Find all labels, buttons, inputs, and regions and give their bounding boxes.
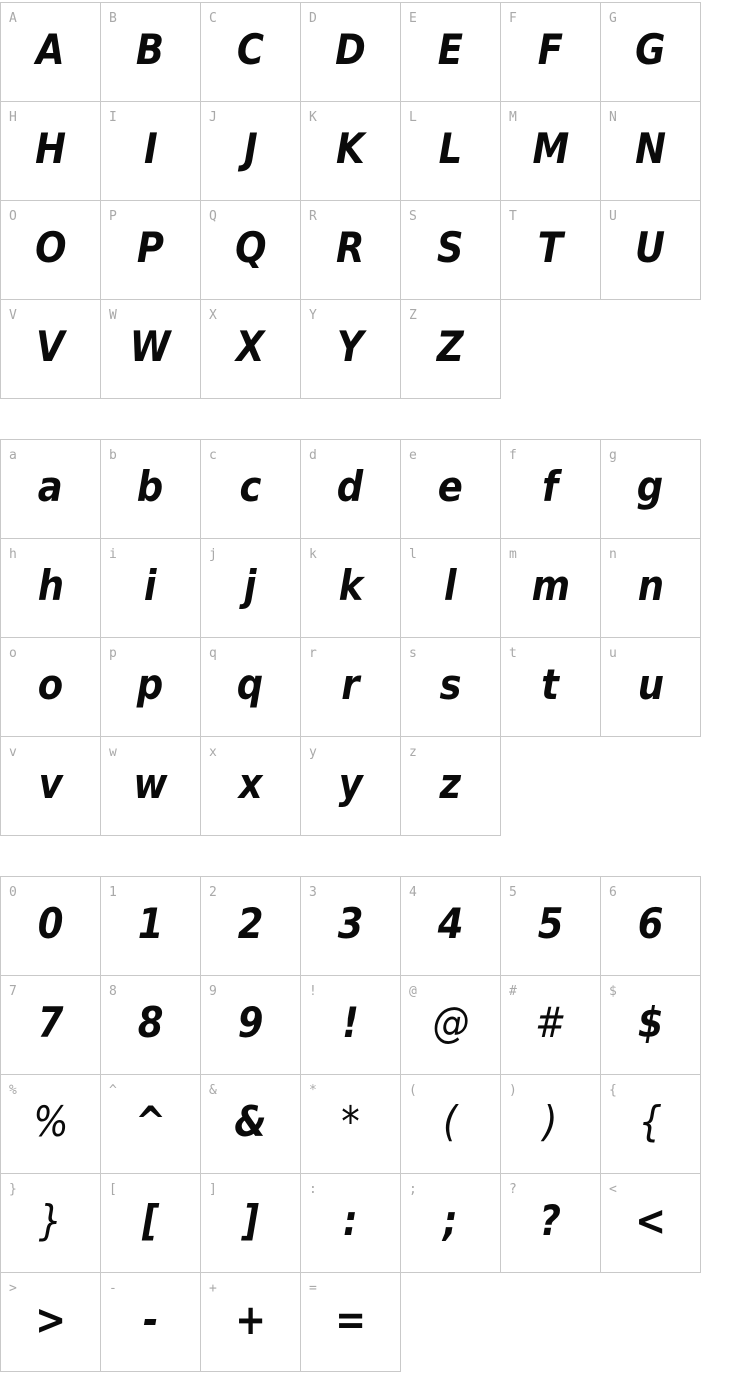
glyph-preview: M	[532, 124, 569, 173]
glyph-cell	[0, 1272, 101, 1372]
glyph-preview: d	[337, 462, 364, 511]
glyph-preview: n	[637, 561, 664, 610]
glyph-label: 9	[209, 984, 217, 999]
glyph-cell	[400, 101, 501, 201]
glyph-label: ]	[209, 1182, 217, 1197]
glyph-preview: B	[136, 25, 165, 74]
glyph-cell	[0, 637, 101, 737]
glyph-row	[0, 299, 740, 399]
glyph-preview: l	[444, 561, 457, 610]
glyph-preview: z	[439, 759, 462, 808]
glyph-label: {	[609, 1083, 617, 1098]
glyph-cell	[200, 1173, 301, 1273]
glyph-preview: =	[335, 1295, 366, 1344]
glyph-row	[0, 876, 740, 976]
glyph-cell	[100, 439, 201, 539]
glyph-label: }	[9, 1182, 17, 1197]
glyph-label: >	[9, 1281, 17, 1296]
glyph-cell	[300, 637, 401, 737]
glyph-label: 4	[409, 885, 417, 900]
glyph-label: O	[9, 209, 17, 224]
glyph-cell	[300, 299, 401, 399]
uppercase-grid	[0, 2, 740, 399]
lowercase-grid	[0, 439, 740, 836]
glyph-cell	[600, 101, 701, 201]
glyph-label: e	[409, 448, 417, 463]
glyph-cell	[300, 1272, 401, 1372]
glyph-cell	[0, 1173, 101, 1273]
glyph-label: )	[509, 1083, 517, 1098]
glyph-preview: W	[130, 322, 171, 371]
glyph-cell	[200, 876, 301, 976]
glyph-label: s	[409, 646, 417, 661]
glyph-label: M	[509, 110, 517, 125]
glyph-label: p	[109, 646, 117, 661]
glyph-cell	[400, 439, 501, 539]
glyph-cell	[500, 637, 601, 737]
glyph-label: y	[309, 745, 317, 760]
glyph-preview: w	[133, 759, 168, 808]
glyph-cell	[600, 200, 701, 300]
glyph-cell	[500, 1074, 601, 1174]
glyph-cell	[200, 101, 301, 201]
glyph-cell	[400, 1074, 501, 1174]
glyph-cell	[300, 736, 401, 836]
glyph-label: (	[409, 1083, 417, 1098]
glyph-cell	[400, 637, 501, 737]
glyph-label: ^	[109, 1083, 117, 1098]
glyph-preview: y	[338, 759, 363, 808]
glyph-label: K	[309, 110, 317, 125]
glyph-label: t	[509, 646, 517, 661]
glyph-cell	[300, 876, 401, 976]
glyph-cell	[100, 538, 201, 638]
glyph-cell	[600, 2, 701, 102]
glyph-label: L	[409, 110, 417, 125]
glyph-label: @	[409, 984, 417, 999]
glyph-cell	[600, 1173, 701, 1273]
glyph-label: +	[209, 1281, 217, 1296]
glyph-preview: $	[637, 998, 664, 1047]
glyph-preview: q	[237, 660, 264, 709]
glyph-preview: U	[635, 223, 666, 272]
glyph-cell	[300, 538, 401, 638]
glyph-label: m	[509, 547, 517, 562]
glyph-label: w	[109, 745, 117, 760]
glyph-label: J	[209, 110, 217, 125]
glyph-preview: 9	[237, 998, 264, 1047]
glyph-row	[0, 1074, 740, 1174]
glyph-label: 6	[609, 885, 617, 900]
glyph-cell	[100, 876, 201, 976]
glyph-preview: k	[338, 561, 363, 610]
glyph-label: b	[109, 448, 117, 463]
glyph-label: %	[9, 1083, 17, 1098]
glyph-cell	[0, 975, 101, 1075]
glyph-preview: i	[144, 561, 157, 610]
glyph-cell	[0, 538, 101, 638]
glyph-preview: 7	[37, 998, 64, 1047]
glyph-label: ?	[509, 1182, 517, 1197]
glyph-label: 5	[509, 885, 517, 900]
glyph-preview: Z	[437, 322, 464, 371]
glyph-cell	[200, 736, 301, 836]
glyph-label: l	[409, 547, 417, 562]
glyph-preview: Y	[337, 322, 364, 371]
glyph-label: V	[9, 308, 17, 323]
glyph-cell	[500, 200, 601, 300]
glyph-preview: 6	[637, 899, 664, 948]
glyph-label: Z	[409, 308, 417, 323]
glyph-label: T	[509, 209, 517, 224]
glyph-label: X	[209, 308, 217, 323]
glyph-cell	[100, 975, 201, 1075]
glyph-row	[0, 975, 740, 1075]
glyph-cell	[200, 200, 301, 300]
glyph-label: *	[309, 1083, 317, 1098]
glyph-preview: >	[35, 1295, 66, 1344]
glyph-cell	[200, 1074, 301, 1174]
glyph-cell	[100, 1074, 201, 1174]
glyph-cell	[500, 538, 601, 638]
glyph-cell	[300, 439, 401, 539]
glyph-label: C	[209, 11, 217, 26]
glyph-preview: 0	[37, 899, 64, 948]
glyph-label: I	[109, 110, 117, 125]
glyph-preview: b	[137, 462, 164, 511]
glyph-row	[0, 538, 740, 638]
glyph-preview: D	[335, 25, 366, 74]
glyph-cell	[200, 2, 301, 102]
glyph-label: [	[109, 1182, 117, 1197]
glyph-cell	[500, 101, 601, 201]
glyph-label: ;	[409, 1182, 417, 1197]
glyph-label: -	[109, 1281, 117, 1296]
glyph-cell	[0, 876, 101, 976]
glyph-label: N	[609, 110, 617, 125]
glyph-row	[0, 101, 740, 201]
glyph-preview: v	[38, 759, 63, 808]
glyph-label: n	[609, 547, 617, 562]
glyph-cell	[200, 538, 301, 638]
glyph-preview: 2	[237, 899, 264, 948]
glyph-preview: R	[336, 223, 365, 272]
glyph-label: F	[509, 11, 517, 26]
glyph-cell	[400, 200, 501, 300]
glyph-label: G	[609, 11, 617, 26]
glyph-cell	[0, 439, 101, 539]
glyph-row	[0, 1173, 740, 1273]
glyph-preview: ^	[135, 1097, 166, 1146]
glyph-cell	[100, 1173, 201, 1273]
glyph-preview: S	[437, 223, 464, 272]
glyph-cell	[100, 1272, 201, 1372]
glyph-label: 2	[209, 885, 217, 900]
glyph-label: x	[209, 745, 217, 760]
glyph-preview: t	[541, 660, 560, 709]
glyph-cell	[200, 637, 301, 737]
glyph-preview: F	[537, 25, 564, 74]
glyph-cell	[400, 736, 501, 836]
glyph-label: q	[209, 646, 217, 661]
glyph-label: P	[109, 209, 117, 224]
glyph-cell	[0, 200, 101, 300]
glyph-preview: ?	[539, 1196, 562, 1245]
glyph-preview: j	[244, 561, 257, 610]
glyph-cell	[0, 736, 101, 836]
glyph-preview: s	[439, 660, 462, 709]
glyph-preview: [	[142, 1196, 159, 1245]
glyph-cell	[400, 1173, 501, 1273]
glyph-preview: K	[336, 124, 365, 173]
glyph-preview: r	[341, 660, 360, 709]
glyph-preview: u	[637, 660, 664, 709]
glyph-preview: p	[137, 660, 164, 709]
glyph-row	[0, 2, 740, 102]
glyph-preview: L	[438, 124, 463, 173]
glyph-preview: 5	[537, 899, 564, 948]
glyph-label: i	[109, 547, 117, 562]
glyph-preview: T	[537, 223, 564, 272]
glyph-cell	[600, 439, 701, 539]
glyph-label: !	[309, 984, 317, 999]
glyph-preview: Q	[234, 223, 267, 272]
glyph-preview: a	[38, 462, 63, 511]
glyph-preview: 1	[137, 899, 164, 948]
glyph-label: A	[9, 11, 17, 26]
glyph-label: Q	[209, 209, 217, 224]
glyph-label: D	[309, 11, 317, 26]
glyph-cell	[400, 538, 501, 638]
glyph-label: U	[609, 209, 617, 224]
glyph-label: 8	[109, 984, 117, 999]
glyph-preview: e	[437, 462, 464, 511]
glyph-cell	[400, 2, 501, 102]
glyph-preview: !	[342, 998, 359, 1047]
glyph-label: u	[609, 646, 617, 661]
glyph-cell	[0, 1074, 101, 1174]
glyph-preview: J	[243, 124, 258, 173]
glyph-label: Y	[309, 308, 317, 323]
glyph-label: c	[209, 448, 217, 463]
digits-symbols-grid	[0, 876, 740, 1372]
glyph-cell	[100, 101, 201, 201]
glyph-preview: c	[239, 462, 262, 511]
glyph-preview: V	[36, 322, 65, 371]
glyph-label: W	[109, 308, 117, 323]
glyph-row	[0, 200, 740, 300]
glyph-label: h	[9, 547, 17, 562]
glyph-row	[0, 637, 740, 737]
glyph-label: 1	[109, 885, 117, 900]
glyph-label: a	[9, 448, 17, 463]
glyph-row	[0, 439, 740, 539]
glyph-label: g	[609, 448, 617, 463]
glyph-cell	[100, 2, 201, 102]
glyph-preview: E	[437, 25, 464, 74]
glyph-label: 3	[309, 885, 317, 900]
glyph-cell	[0, 2, 101, 102]
glyph-label: :	[309, 1182, 317, 1197]
glyph-cell	[300, 200, 401, 300]
glyph-preview: ]	[242, 1196, 259, 1245]
glyph-cell	[300, 975, 401, 1075]
glyph-cell	[600, 637, 701, 737]
glyph-cell	[200, 439, 301, 539]
glyph-preview: G	[635, 25, 666, 74]
glyph-preview: *	[341, 1097, 360, 1146]
glyph-preview: :	[343, 1196, 358, 1245]
glyph-row	[0, 736, 740, 836]
glyph-cell	[0, 299, 101, 399]
glyph-label: o	[9, 646, 17, 661]
glyph-label: d	[309, 448, 317, 463]
glyph-preview: C	[236, 25, 265, 74]
glyph-preview: @	[432, 998, 469, 1047]
glyph-preview: &	[234, 1097, 267, 1146]
glyph-preview: 4	[437, 899, 464, 948]
glyph-label: j	[209, 547, 217, 562]
glyph-label: v	[9, 745, 17, 760]
glyph-cell	[300, 2, 401, 102]
glyph-cell	[400, 299, 501, 399]
glyph-cell	[500, 2, 601, 102]
glyph-cell	[600, 975, 701, 1075]
glyph-preview: %	[32, 1097, 69, 1146]
glyph-cell	[400, 876, 501, 976]
glyph-label: 0	[9, 885, 17, 900]
glyph-cell	[600, 1074, 701, 1174]
glyph-label: E	[409, 11, 417, 26]
glyph-label: 7	[9, 984, 17, 999]
glyph-label: =	[309, 1281, 317, 1296]
glyph-preview: 3	[337, 899, 364, 948]
glyph-preview: }	[38, 1196, 63, 1245]
glyph-preview: A	[36, 25, 65, 74]
glyph-preview: m	[531, 561, 570, 610]
glyph-preview: )	[543, 1097, 558, 1146]
glyph-preview: N	[635, 124, 666, 173]
glyph-preview: P	[136, 223, 165, 272]
glyph-cell	[200, 299, 301, 399]
glyph-preview: -	[142, 1295, 159, 1344]
glyph-label: $	[609, 984, 617, 999]
glyph-preview: 8	[137, 998, 164, 1047]
glyph-preview: f	[542, 462, 559, 511]
glyph-cell	[400, 975, 501, 1075]
glyph-preview: ;	[443, 1196, 458, 1245]
glyph-label: k	[309, 547, 317, 562]
glyph-preview: +	[235, 1295, 266, 1344]
glyph-label: &	[209, 1083, 217, 1098]
glyph-label: #	[509, 984, 517, 999]
glyph-cell	[500, 1173, 601, 1273]
glyph-preview: O	[34, 223, 67, 272]
glyph-preview: {	[638, 1097, 663, 1146]
glyph-preview: #	[535, 998, 566, 1047]
glyph-cell	[100, 637, 201, 737]
glyph-label: H	[9, 110, 17, 125]
glyph-cell	[300, 101, 401, 201]
glyph-cell	[0, 101, 101, 201]
glyph-label: B	[109, 11, 117, 26]
glyph-cell	[500, 975, 601, 1075]
glyph-cell	[500, 876, 601, 976]
glyph-label: z	[409, 745, 417, 760]
glyph-preview: o	[37, 660, 64, 709]
glyph-preview: (	[443, 1097, 458, 1146]
glyph-label: f	[509, 448, 517, 463]
glyph-cell	[100, 200, 201, 300]
glyph-cell	[500, 439, 601, 539]
glyph-cell	[600, 876, 701, 976]
glyph-label: r	[309, 646, 317, 661]
glyph-label: S	[409, 209, 417, 224]
glyph-label: <	[609, 1182, 617, 1197]
glyph-cell	[100, 736, 201, 836]
glyph-cell	[600, 538, 701, 638]
glyph-preview: <	[635, 1196, 666, 1245]
glyph-label: R	[309, 209, 317, 224]
glyph-cell	[100, 299, 201, 399]
glyph-preview: X	[236, 322, 265, 371]
glyph-preview: H	[35, 124, 66, 173]
glyph-preview: h	[37, 561, 64, 610]
glyph-cell	[300, 1173, 401, 1273]
glyph-cell	[200, 975, 301, 1075]
glyph-row	[0, 1272, 740, 1372]
glyph-preview: I	[143, 124, 158, 173]
glyph-preview: g	[637, 462, 664, 511]
glyph-cell	[300, 1074, 401, 1174]
glyph-preview: x	[238, 759, 263, 808]
glyph-cell	[200, 1272, 301, 1372]
